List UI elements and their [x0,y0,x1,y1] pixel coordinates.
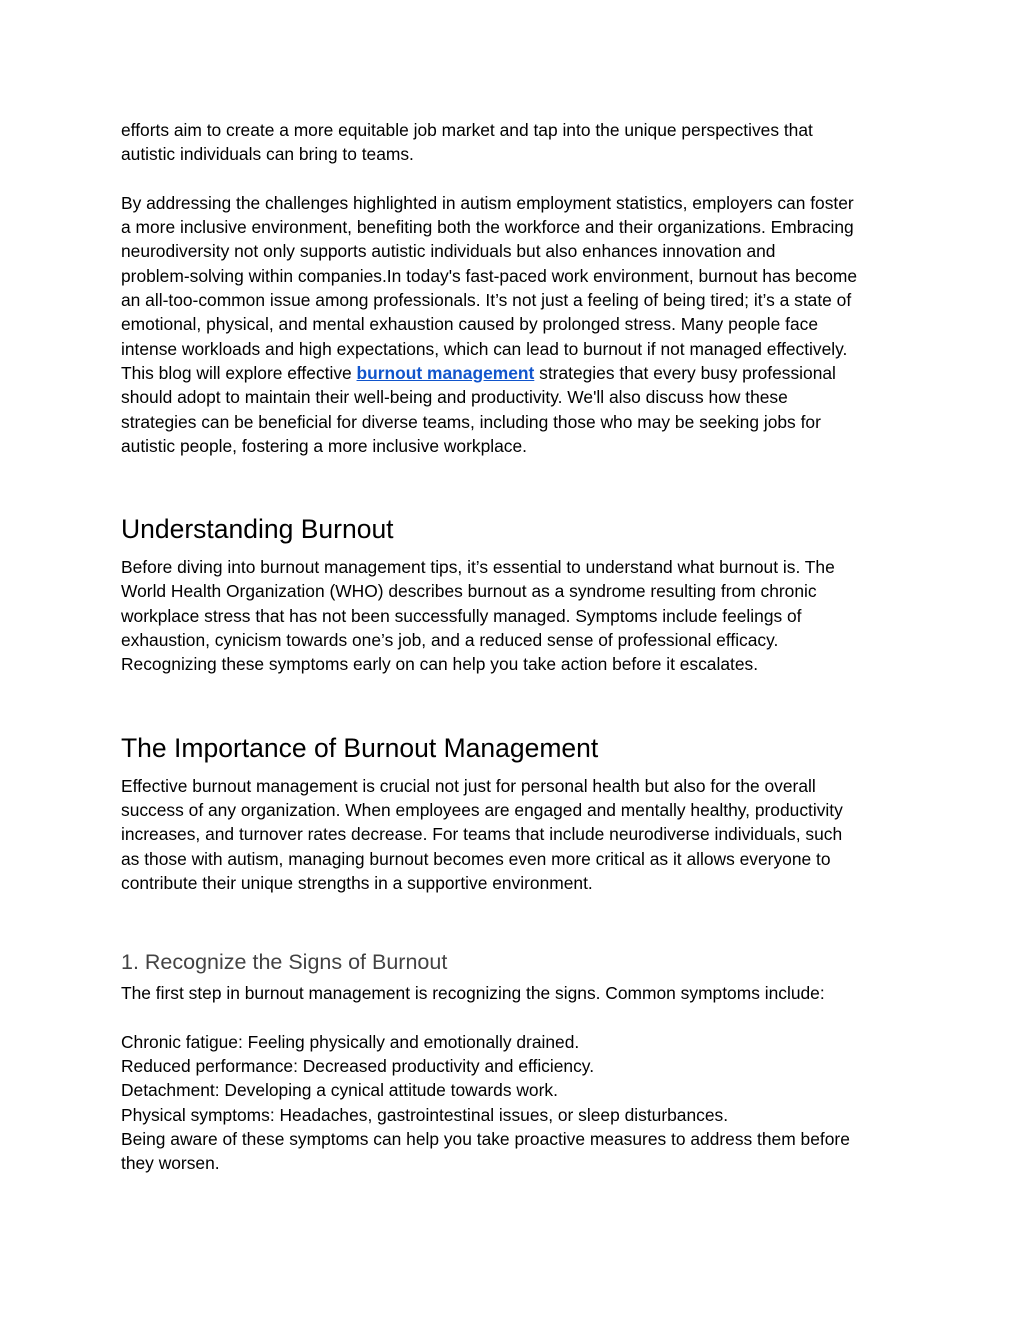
list-item: Physical symptoms: Headaches, gastrointestinal issues, or sleep disturbances. [121,1104,729,1125]
text-line: efforts aim to create a more equitable job market and tap into the unique perspectives that [121,120,813,140]
burnout-management-link[interactable]: burnout management [356,362,535,383]
text-line: increases, and turnover rates decrease. For teams that include neurodiverse individuals, such [121,824,843,845]
text-line: World Health Organization (WHO) describes burnout as a syndrome resulting from chronic [121,581,817,602]
section-heading-understanding-burnout: Understanding Burnout [121,514,394,545]
intro-paragraph-2 [121,191,911,458]
text-line: Recognizing these symptoms early on can help you take action before it escalates. [121,654,759,675]
text-line: autistic individuals can bring to teams. [121,144,414,165]
text-fragment: This blog will explore effective [121,362,357,383]
section-heading-recognize-signs: 1. Recognize the Signs of Burnout [121,950,448,975]
text-line: problem-solving within companies.In today's fast-paced work environment, burnout has become [121,265,858,286]
list-item: Reduced performance: Decreased productivity and efficiency. [121,1056,595,1077]
text-line: contribute their unique strengths in a supportive environment. [121,872,593,893]
text-line: a more inclusive environment, benefiting both the workforce and their organizations. Embracing [121,217,854,238]
text-line: intense workloads and high expectations, which can lead to burnout if not managed effectively. [121,338,848,359]
text-line: exhaustion, cynicism towards one’s job, and a reduced sense of professional efficacy. [121,630,779,651]
text-line: they worsen. [121,1153,220,1174]
list-item: Detachment: Developing a cynical attitude towards work. [121,1080,558,1101]
text-line: neurodiversity not only supports autistic individuals but also enhances innovation and [121,241,776,262]
symptoms-list [121,1030,911,1176]
text-line: as those with autism, managing burnout becomes even more critical as it allows everyone to [121,848,831,869]
section1-paragraph [121,555,911,676]
text-line: autistic people, fostering a more inclusive workplace. [121,435,527,456]
list-item: Chronic fatigue: Feeling physically and emotionally drained. [121,1031,580,1052]
text-line: emotional, physical, and mental exhaustion caused by prolonged stress. Many people face [121,314,819,335]
section-heading-importance-of-burnout-management: The Importance of Burnout Management [121,732,599,763]
text-line: should adopt to maintain their well-being and productivity. We'll also discuss how these [121,387,788,408]
text-line: Before diving into burnout management tips, it’s essential to understand what burnout is. The [121,557,835,578]
document-page [121,118,911,1176]
text-line: workplace stress that has not been successfully managed. Symptoms include feelings of [121,605,802,626]
section2-paragraph [121,774,911,895]
section3-intro: The first step in burnout management is recognizing the signs. Common symptoms include: [121,983,825,1004]
link-text-line [121,361,911,385]
text-line: Being aware of these symptoms can help you take proactive measures to address them before [121,1128,850,1149]
text-line: By addressing the challenges highlighted in autism employment statistics, employers can foster [121,192,854,213]
text-fragment: strategies that every busy professional [534,362,836,383]
intro-paragraph-1 [121,118,911,167]
text-line: strategies can be beneficial for diverse teams, including those who may be seeking jobs for [121,411,821,432]
text-line: an all-too-common issue among professionals. It’s not just a feeling of being tired; it’s a state of [121,290,852,311]
text-line: success of any organization. When employees are engaged and mentally healthy, productivity [121,799,843,820]
text-line: Effective burnout management is crucial not just for personal health but also for the overall [121,775,816,796]
